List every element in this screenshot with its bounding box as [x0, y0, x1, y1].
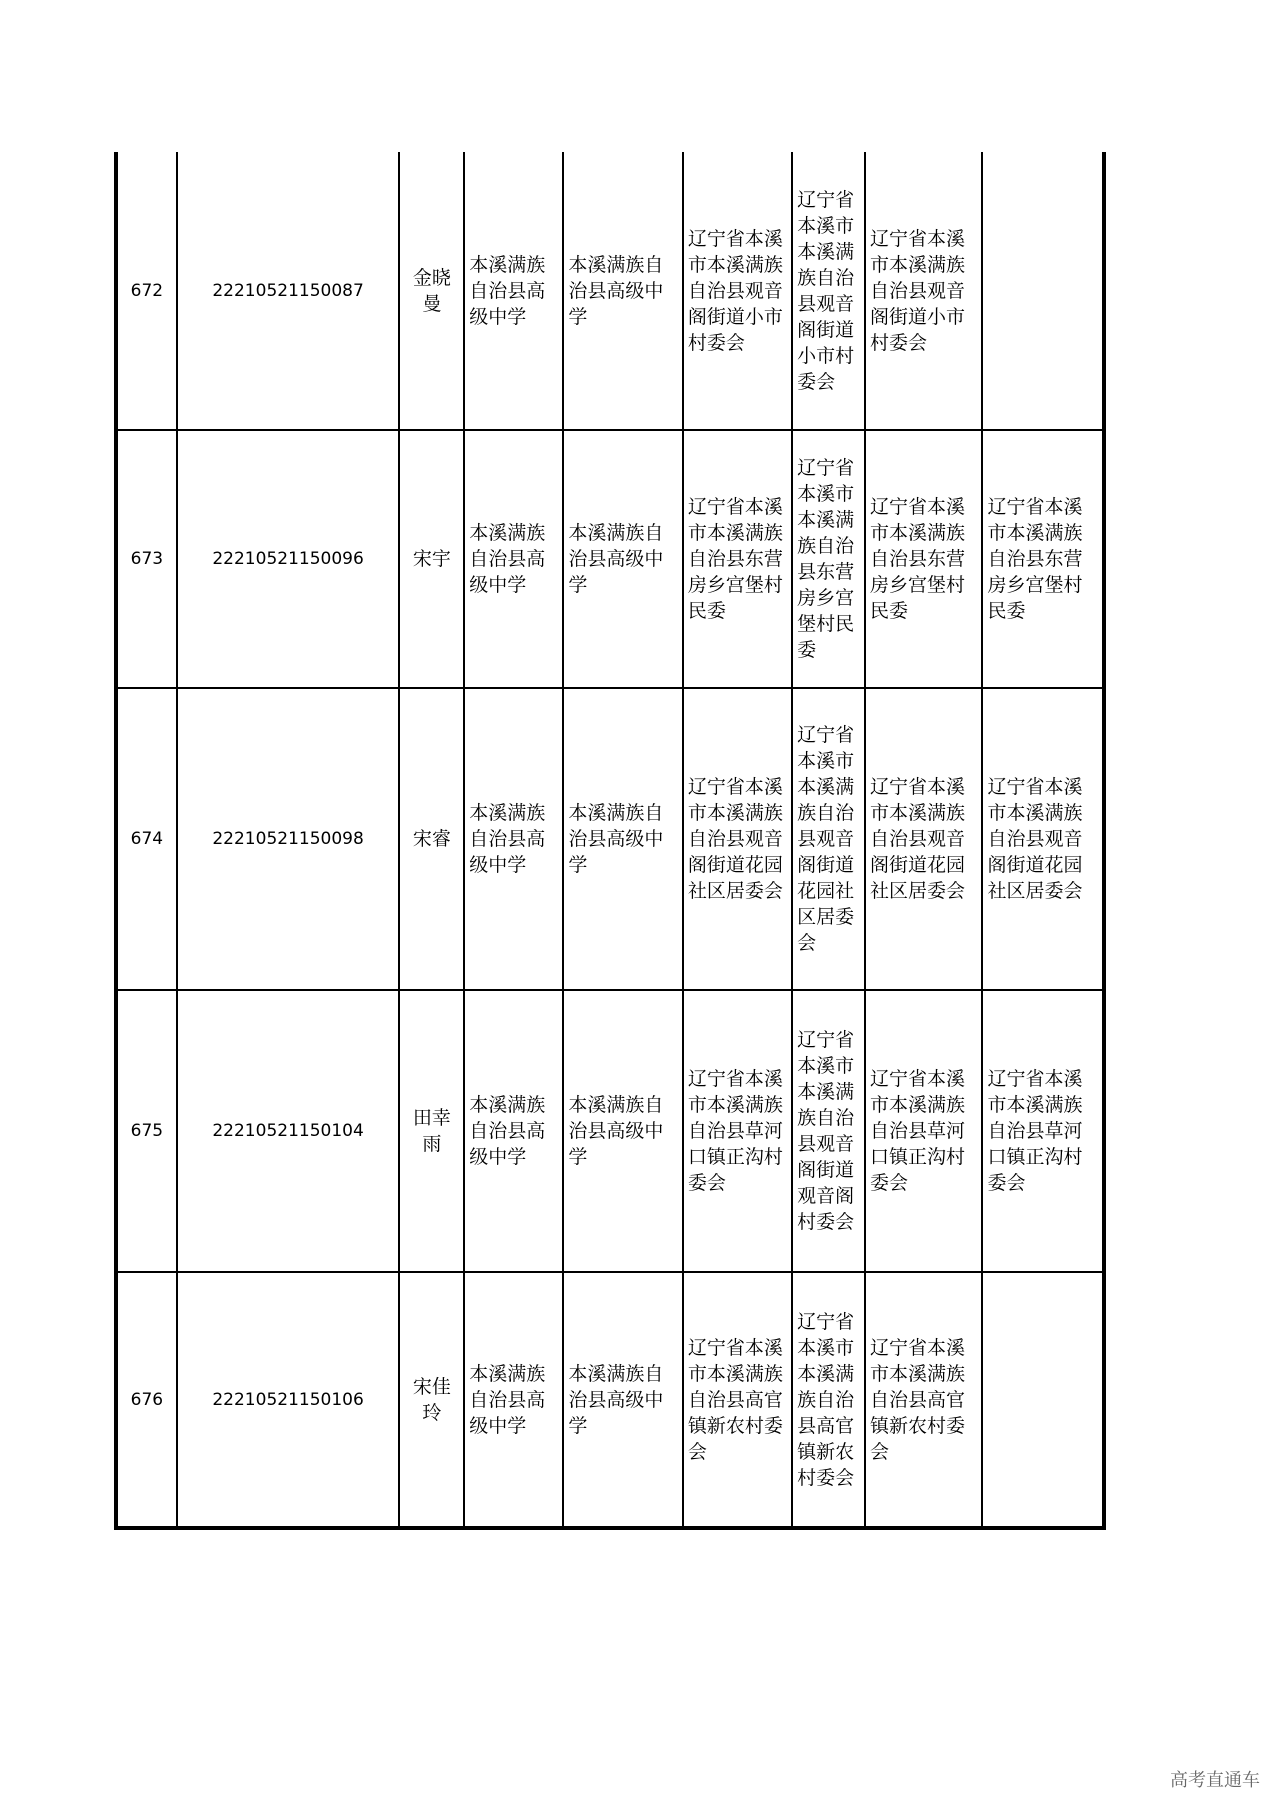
watermark-text: 高考直通车 [1170, 1770, 1260, 1791]
school-cell: 本溪满族自治县高级中学 [464, 688, 563, 990]
graduation-school-cell: 本溪满族自治县高级中学 [563, 688, 682, 990]
address-2-cell: 辽宁省本溪市本溪满族自治县观音阁街道花园社区居委会 [792, 688, 865, 990]
table-row [116, 152, 1104, 430]
table-row [116, 1272, 1104, 1528]
graduation-school-cell: 本溪满族自治县高级中学 [563, 430, 682, 688]
index-cell: 672 [116, 152, 177, 430]
address-1-cell: 辽宁省本溪市本溪满族自治县东营房乡宫堡村民委 [683, 430, 792, 688]
name-cell: 宋睿 [399, 688, 464, 990]
exam-number-cell: 22210521150106 [177, 1272, 400, 1528]
address-4-cell [982, 152, 1104, 430]
address-3-cell: 辽宁省本溪市本溪满族自治县高官镇新农村委会 [865, 1272, 982, 1528]
exam-number-cell: 22210521150096 [177, 430, 400, 688]
address-1-cell: 辽宁省本溪市本溪满族自治县观音阁街道小市村委会 [683, 152, 792, 430]
address-3-cell: 辽宁省本溪市本溪满族自治县观音阁街道花园社区居委会 [865, 688, 982, 990]
graduation-school-cell: 本溪满族自治县高级中学 [563, 990, 682, 1272]
address-4-cell: 辽宁省本溪市本溪满族自治县东营房乡宫堡村民委 [982, 430, 1104, 688]
name-cell: 田幸雨 [399, 990, 464, 1272]
address-3-cell: 辽宁省本溪市本溪满族自治县观音阁街道小市村委会 [865, 152, 982, 430]
name-cell: 宋佳玲 [399, 1272, 464, 1528]
school-cell: 本溪满族自治县高级中学 [464, 990, 563, 1272]
graduation-school-cell: 本溪满族自治县高级中学 [563, 1272, 682, 1528]
exam-number-cell: 22210521150098 [177, 688, 400, 990]
address-2-cell: 辽宁省本溪市本溪满族自治县东营房乡宫堡村民委 [792, 430, 865, 688]
table-row [116, 990, 1104, 1272]
name-cell: 金晓曼 [399, 152, 464, 430]
address-4-cell: 辽宁省本溪市本溪满族自治县草河口镇正沟村委会 [982, 990, 1104, 1272]
address-1-cell: 辽宁省本溪市本溪满族自治县高官镇新农村委会 [683, 1272, 792, 1528]
index-cell: 674 [116, 688, 177, 990]
index-cell: 676 [116, 1272, 177, 1528]
name-cell: 宋宇 [399, 430, 464, 688]
table-row [116, 688, 1104, 990]
table-row [116, 430, 1104, 688]
index-cell: 673 [116, 430, 177, 688]
address-3-cell: 辽宁省本溪市本溪满族自治县东营房乡宫堡村民委 [865, 430, 982, 688]
address-2-cell: 辽宁省本溪市本溪满族自治县观音阁街道观音阁村委会 [792, 990, 865, 1272]
address-2-cell: 辽宁省本溪市本溪满族自治县观音阁街道小市村委会 [792, 152, 865, 430]
school-cell: 本溪满族自治县高级中学 [464, 430, 563, 688]
index-cell: 675 [116, 990, 177, 1272]
address-2-cell: 辽宁省本溪市本溪满族自治县高官镇新农村委会 [792, 1272, 865, 1528]
address-1-cell: 辽宁省本溪市本溪满族自治县观音阁街道花园社区居委会 [683, 688, 792, 990]
roster-table [114, 152, 1106, 1530]
address-1-cell: 辽宁省本溪市本溪满族自治县草河口镇正沟村委会 [683, 990, 792, 1272]
address-4-cell: 辽宁省本溪市本溪满族自治县观音阁街道花园社区居委会 [982, 688, 1104, 990]
exam-number-cell: 22210521150087 [177, 152, 400, 430]
address-3-cell: 辽宁省本溪市本溪满族自治县草河口镇正沟村委会 [865, 990, 982, 1272]
school-cell: 本溪满族自治县高级中学 [464, 1272, 563, 1528]
address-4-cell [982, 1272, 1104, 1528]
exam-number-cell: 22210521150104 [177, 990, 400, 1272]
graduation-school-cell: 本溪满族自治县高级中学 [563, 152, 682, 430]
school-cell: 本溪满族自治县高级中学 [464, 152, 563, 430]
